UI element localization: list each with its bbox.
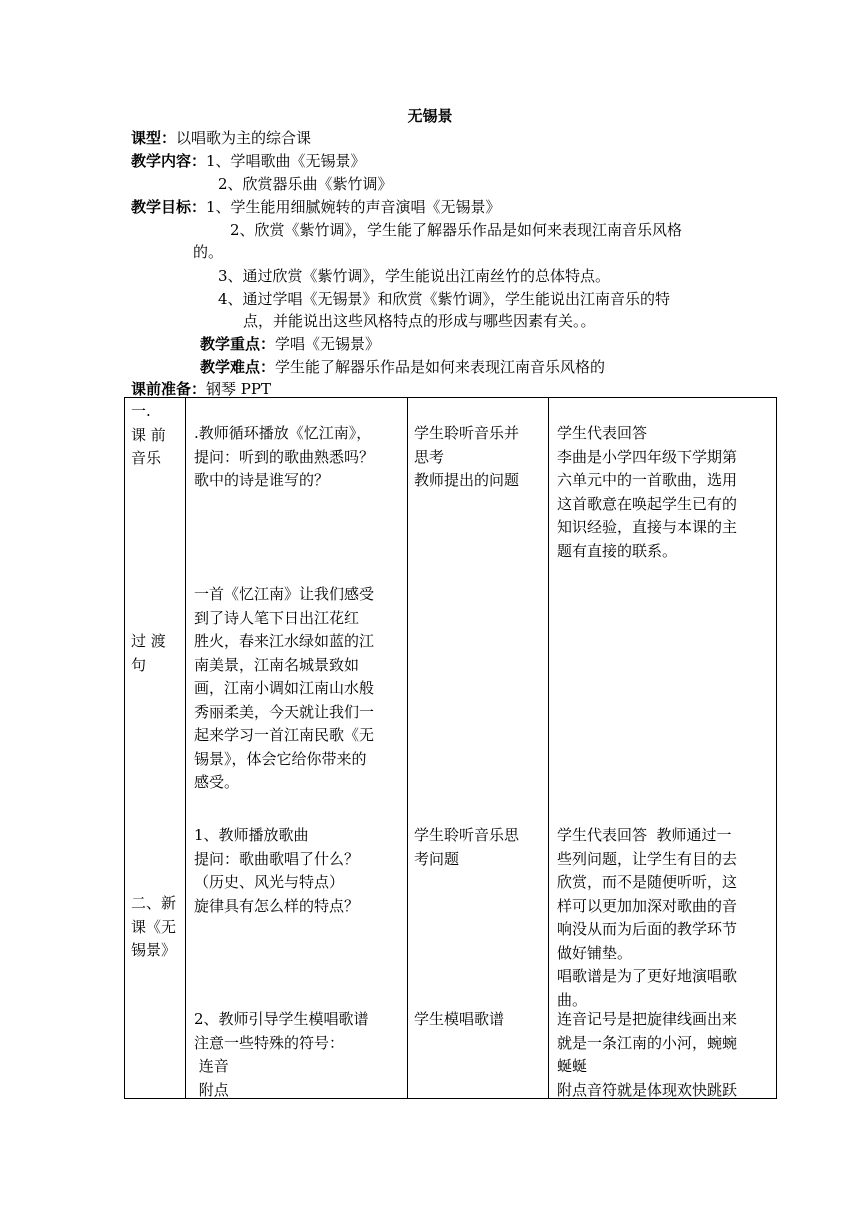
stage-transition: 过 渡 句 — [131, 632, 166, 674]
text-line: 就是一条江南的小河，蜿蜿 — [557, 1033, 738, 1052]
text-line: 画，江南小调如江南山水般 — [194, 679, 375, 697]
stage-column-cell — [125, 398, 186, 1099]
text-line: 到了诗人笔下日出江花红 — [194, 608, 360, 627]
student-activity-listening — [414, 824, 542, 871]
design-intent-sight-singing — [557, 1008, 770, 1102]
text-line: 胜火，春来江水绿如蓝的江 — [194, 632, 375, 650]
teaching-goal-1: 1、学生能用细腻婉转的声音演唱《无锡景》 — [206, 198, 501, 216]
text-line: 附点 — [194, 1080, 229, 1099]
key-point-label: 教学重点： — [200, 335, 276, 353]
text-line: 些列问题，让学生有目的去 — [557, 849, 738, 868]
text-line: 学生聆听音乐思 — [414, 826, 520, 844]
text-line: 注意一些特殊的符号： — [194, 1033, 345, 1052]
teaching-goal-4b: 点，并能说出这些风格特点的形成与哪些因素有关。。 — [243, 312, 596, 330]
text-line: 锡景》，体会它给你带来的 — [194, 749, 367, 768]
teaching-content-2: 2、欣赏器乐曲《紫竹调》 — [218, 175, 393, 193]
teacher-activity-listening — [194, 824, 401, 918]
teaching-content-1: 1、学唱歌曲《无锡景》 — [206, 152, 366, 170]
text-line: 一首《忆江南》让我们感受 — [194, 585, 375, 603]
design-intent-cell — [549, 398, 777, 1099]
text-line: 欣赏，而不是随便听听，这 — [557, 873, 738, 891]
text-line: 感受。 — [194, 773, 240, 791]
text-line: .教师循环播放《忆江南》， — [194, 424, 372, 442]
text-line: 学生模唱歌谱 — [414, 1010, 505, 1028]
stage-warmup: 一. 课 前 音乐 — [131, 402, 166, 467]
lesson-plan-table — [124, 397, 777, 1099]
text-line: 提问：听到的歌曲熟悉吗？ — [194, 447, 375, 466]
teaching-content-label: 教学内容： — [131, 152, 207, 170]
preparation-label: 课前准备： — [131, 380, 207, 398]
text-line: 起来学习一首江南民歌《无 — [194, 726, 375, 744]
text-line: 连音 — [194, 1057, 229, 1075]
key-point-value: 学唱《无锡景》 — [275, 335, 381, 353]
text-line: 教师提出的问题 — [414, 471, 520, 489]
text-line: 李曲是小学四年级下学期第 — [557, 447, 738, 466]
teaching-goal-3: 3、通过欣赏《紫竹调》，学生能说出江南丝竹的总体特点。 — [218, 267, 611, 285]
lesson-type-line — [131, 126, 311, 150]
teaching-goal-2b: 的。 — [193, 243, 224, 261]
text-line: 1、教师播放歌曲 — [194, 826, 309, 844]
teaching-goals-label: 教学目标： — [131, 198, 207, 216]
text-line: 旋律具有怎么样的特点？ — [194, 896, 360, 915]
teaching-content-line — [131, 149, 366, 173]
document-title: 无锡景 — [407, 107, 453, 125]
table-row — [125, 398, 777, 1099]
stage-new-lesson: 二、新 课《无 锡景》 — [131, 894, 177, 959]
text-line: 知识经验，直接与本课的主 — [557, 518, 738, 536]
text-line: （历史、风光与特点） — [194, 873, 345, 891]
text-line: 秀丽柔美，今天就让我们一 — [194, 702, 375, 721]
teacher-activity-transition — [194, 583, 401, 795]
text-line: 歌中的诗是谁写的？ — [194, 471, 330, 489]
student-activity-sight-singing — [414, 1008, 542, 1032]
text-line: 2、教师引导学生模唱歌谱 — [194, 1010, 369, 1028]
text-line: 考问题 — [414, 849, 460, 868]
teacher-activity-cell — [186, 398, 408, 1099]
key-point-line — [200, 332, 380, 356]
text-line: 学生聆听音乐并 — [414, 424, 520, 442]
text-line: 六单元中的一首歌曲，选用 — [557, 471, 738, 489]
teaching-goal-2a: 2、欣赏《紫竹调》，学生能了解器乐作品是如何来表现江南音乐风格 — [230, 221, 683, 239]
text-line: 样可以更加加深对歌曲的音 — [557, 896, 738, 915]
preparation-value: 钢琴 PPT — [206, 380, 271, 398]
text-line: 唱歌谱是为了更好地演唱歌 — [557, 967, 738, 985]
teacher-activity-sight-singing — [194, 1008, 401, 1102]
text-line: 连音记号是把旋律线画出来 — [557, 1010, 738, 1028]
text-line: 学生代表回答 教师通过一 — [557, 826, 732, 844]
text-line: 这首歌意在唤起学生已有的 — [557, 494, 738, 513]
difficulty-line — [200, 355, 605, 379]
difficulty-label: 教学难点： — [200, 358, 276, 376]
student-activity-cell — [408, 398, 549, 1099]
text-line: 蜒蜒 — [557, 1057, 588, 1075]
text-line: 学生代表回答 — [557, 424, 648, 442]
text-line: 附点音符就是体现欢快跳跃 — [557, 1080, 738, 1099]
text-line: 做好铺垫。 — [557, 943, 633, 962]
design-intent-warmup — [557, 422, 770, 563]
text-line: 题有直接的联系。 — [557, 541, 678, 560]
difficulty-value: 学生能了解器乐作品是如何来表现江南音乐风格的 — [275, 358, 606, 376]
teaching-goals-line — [131, 195, 501, 219]
text-line: 思考 — [414, 447, 445, 466]
text-line: 曲。 — [557, 990, 588, 1009]
text-line: 南美景，江南名城景致如 — [194, 655, 360, 674]
teacher-activity-warmup — [194, 422, 401, 493]
text-line: 响没从而为后面的教学环节 — [557, 920, 738, 938]
lesson-type-value: 以唱歌为主的综合课 — [176, 129, 312, 147]
text-line: 提问：歌曲歌唱了什么？ — [194, 849, 360, 868]
lesson-type-label: 课型： — [131, 129, 177, 147]
design-intent-listening — [557, 824, 770, 1012]
teaching-goal-4a: 4、通过学唱《无锡景》和欣赏《紫竹调》，学生能说出江南音乐的特 — [218, 290, 671, 308]
student-activity-warmup — [414, 422, 542, 493]
